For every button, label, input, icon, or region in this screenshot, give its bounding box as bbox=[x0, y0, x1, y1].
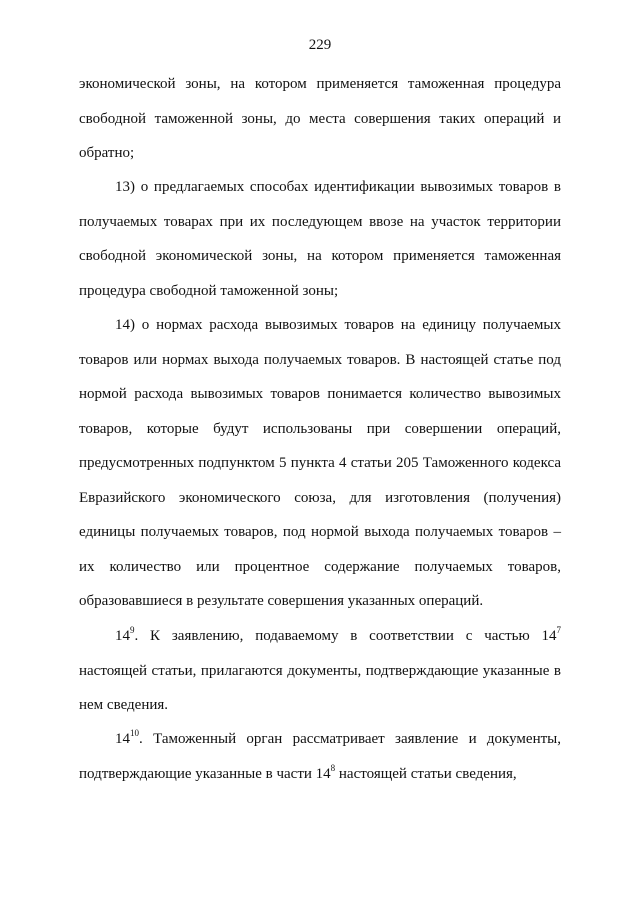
paragraph-continuation bbox=[79, 67, 561, 171]
reference-superscript: 7 bbox=[556, 625, 561, 635]
paragraph-3: 14) о нормах расхода вывозимых товаров на единицу получаемых товаров или нормах выхода получаемых товаров. В настоящей статье под нормой расхода вывозимых товаров понимается количество вывозимых товаров, которые будут использованы при совершении операций, предусмотренных подпунктом 5 пункта 4 статьи 205 Таможенного кодекса Евразийского экономического союза, для изготовления (получения) единицы получаемых товаров, под нормой выхода получаемых товаров – их количество или процентное содержание получаемых товаров, образовавшиеся в результате совершения указанных операций. bbox=[79, 317, 561, 609]
part-number: 14 bbox=[115, 731, 130, 747]
paragraph-4-text-a: . К заявлению, подаваемому в соответствии с частью 14 bbox=[134, 628, 557, 644]
paragraph-4-text-b: настоящей статьи, прилагаются документы, подтверждающие указанные в нем сведения. bbox=[79, 662, 561, 713]
paragraph-item-14 bbox=[79, 308, 561, 619]
paragraph-item-13 bbox=[79, 170, 561, 308]
paragraph-14-9 bbox=[79, 619, 561, 723]
reference-superscript: 8 bbox=[330, 762, 336, 773]
paragraph-14-10 bbox=[79, 722, 561, 791]
paragraph-4 bbox=[79, 619, 561, 723]
paragraph-1: экономической зоны, на котором применяется таможенная процедура свободной таможенной зоны, до места совершения таких операций и обратно; bbox=[79, 76, 561, 161]
part-number: 14 bbox=[115, 628, 130, 644]
part-number-superscript: 10 bbox=[130, 728, 139, 738]
paragraph-2: 13) о предлагаемых способах идентификации вывозимых товаров в получаемых товарах при их последующем ввозе на участок территории свободной экономической зоны, на котором применяется таможенная процедура свободной таможенной зоны; bbox=[79, 179, 561, 299]
paragraph-5-text-b: настоящей статьи сведения, bbox=[335, 765, 517, 782]
paragraph-5-text-a: . Таможенный орган рассматривает заявление и документы, подтверждающие указанные в части 14 bbox=[79, 731, 561, 782]
part-number-superscript: 9 bbox=[130, 625, 135, 635]
page-number: 229 bbox=[308, 37, 332, 53]
paragraph-5 bbox=[79, 722, 561, 791]
